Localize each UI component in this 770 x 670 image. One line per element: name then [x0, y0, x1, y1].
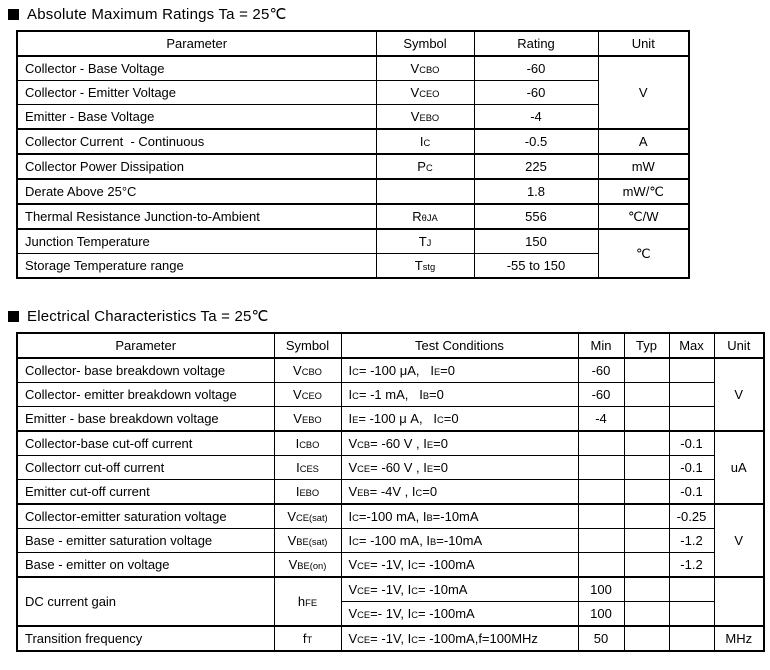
test-conditions-cell: VCE= -1V, IC= -100mA — [341, 553, 578, 578]
test-conditions-cell: VEB= -4V , IC=0 — [341, 480, 578, 505]
symbol-cell: VCE(sat) — [274, 504, 341, 529]
max-cell: -1.2 — [669, 553, 714, 578]
param-cell: Junction Temperature — [17, 229, 376, 254]
unit-cell: ℃/W — [598, 204, 689, 229]
param-cell: Thermal Resistance Junction-to-Ambient — [17, 204, 376, 229]
typ-cell — [624, 577, 669, 602]
test-conditions-cell: IC= -100 mA, IB=-10mA — [341, 529, 578, 553]
max-cell: -0.1 — [669, 431, 714, 456]
test-conditions-cell: IC= -1 mA, IB=0 — [341, 383, 578, 407]
table-row — [17, 577, 764, 602]
rating-cell: 556 — [474, 204, 598, 229]
unit-cell: V — [714, 358, 764, 431]
table-row — [17, 431, 764, 456]
param-cell: Storage Temperature range — [17, 254, 376, 279]
table-row — [17, 626, 764, 651]
symbol-cell: VCEO — [274, 383, 341, 407]
unit-cell — [714, 577, 764, 626]
section-title-electrical-characteristics — [8, 302, 770, 325]
col-header-unit: Unit — [714, 333, 764, 358]
typ-cell — [624, 553, 669, 578]
unit-cell: mW/℃ — [598, 179, 689, 204]
table-row — [17, 179, 689, 204]
symbol-cell: VEBO — [376, 105, 474, 130]
rating-cell: -0.5 — [474, 129, 598, 154]
max-cell — [669, 407, 714, 432]
col-header-parameter: Parameter — [17, 31, 376, 56]
rating-cell: 225 — [474, 154, 598, 179]
unit-cell: mW — [598, 154, 689, 179]
min-cell: 100 — [578, 577, 624, 602]
col-header-symbol: Symbol — [274, 333, 341, 358]
typ-cell — [624, 480, 669, 505]
min-cell: -60 — [578, 358, 624, 383]
typ-cell — [624, 504, 669, 529]
symbol-cell: RθJA — [376, 204, 474, 229]
table-row — [17, 204, 689, 229]
test-conditions-cell: VCE= -60 V , IE=0 — [341, 456, 578, 480]
min-cell — [578, 456, 624, 480]
min-cell — [578, 553, 624, 578]
col-header-typ: Typ — [624, 333, 669, 358]
unit-cell: V — [598, 56, 689, 129]
typ-cell — [624, 529, 669, 553]
symbol-cell: VBE(on) — [274, 553, 341, 578]
table-row — [17, 358, 764, 383]
test-conditions-cell: VCB= -60 V , IE=0 — [341, 431, 578, 456]
symbol-cell: VBE(sat) — [274, 529, 341, 553]
min-cell — [578, 431, 624, 456]
typ-cell — [624, 626, 669, 651]
unit-cell: ℃ — [598, 229, 689, 278]
min-cell: -4 — [578, 407, 624, 432]
symbol-cell: VCBO — [274, 358, 341, 383]
param-cell: Collector - Emitter Voltage — [17, 81, 376, 105]
table-row — [17, 529, 764, 553]
test-conditions-cell: IC= -100 μA, IE=0 — [341, 358, 578, 383]
param-cell: Collectorr cut-off current — [17, 456, 274, 480]
min-cell: 50 — [578, 626, 624, 651]
param-cell: Collector - Base Voltage — [17, 56, 376, 81]
symbol-cell: Tstg — [376, 254, 474, 279]
param-cell: Transition frequency — [17, 626, 274, 651]
table-row — [17, 129, 689, 154]
unit-cell: V — [714, 504, 764, 577]
table-row — [17, 480, 764, 505]
symbol-cell — [376, 179, 474, 204]
test-conditions-cell: VCE=- 1V, IC= -100mA — [341, 602, 578, 627]
max-cell — [669, 577, 714, 602]
param-cell: Emitter - base breakdown voltage — [17, 407, 274, 432]
rating-cell: -60 — [474, 56, 598, 81]
symbol-cell: ICES — [274, 456, 341, 480]
max-cell: -0.1 — [669, 456, 714, 480]
min-cell: 100 — [578, 602, 624, 627]
section-bullet-icon — [8, 9, 19, 20]
table-row — [17, 456, 764, 480]
table-row — [17, 407, 764, 432]
rating-cell: -60 — [474, 81, 598, 105]
param-cell: Base - emitter saturation voltage — [17, 529, 274, 553]
max-cell — [669, 358, 714, 383]
table-row — [17, 154, 689, 179]
section-bullet-icon — [8, 311, 19, 322]
rating-cell: -4 — [474, 105, 598, 130]
col-header-unit: Unit — [598, 31, 689, 56]
absolute-maximum-ratings-table — [16, 30, 690, 279]
max-cell: -1.2 — [669, 529, 714, 553]
section-title-absolute-maximum-ratings — [8, 0, 770, 23]
table-row — [17, 105, 689, 130]
col-header-symbol: Symbol — [376, 31, 474, 56]
table-header-row — [17, 31, 689, 56]
max-cell — [669, 626, 714, 651]
test-conditions-cell: VCE= -1V, IC= -100mA,f=100MHz — [341, 626, 578, 651]
symbol-cell: PC — [376, 154, 474, 179]
param-cell: Collector Current - Continuous — [17, 129, 376, 154]
typ-cell — [624, 407, 669, 432]
max-cell — [669, 383, 714, 407]
section-title-text: Absolute Maximum Ratings Ta = 25℃ — [27, 6, 287, 23]
min-cell: -60 — [578, 383, 624, 407]
table-header-row — [17, 333, 764, 358]
table-row — [17, 254, 689, 279]
param-cell: Base - emitter on voltage — [17, 553, 274, 578]
symbol-cell: fT — [274, 626, 341, 651]
param-cell: Collector- emitter breakdown voltage — [17, 383, 274, 407]
symbol-cell: VEBO — [274, 407, 341, 432]
max-cell — [669, 602, 714, 627]
col-header-rating: Rating — [474, 31, 598, 56]
typ-cell — [624, 431, 669, 456]
max-cell: -0.25 — [669, 504, 714, 529]
param-cell: Emitter cut-off current — [17, 480, 274, 505]
param-cell: Collector Power Dissipation — [17, 154, 376, 179]
symbol-cell: IEBO — [274, 480, 341, 505]
min-cell — [578, 480, 624, 505]
col-header-max: Max — [669, 333, 714, 358]
symbol-cell: hFE — [274, 577, 341, 626]
typ-cell — [624, 358, 669, 383]
symbol-cell: ICBO — [274, 431, 341, 456]
col-header-test-conditions: Test Conditions — [341, 333, 578, 358]
param-cell: Emitter - Base Voltage — [17, 105, 376, 130]
unit-cell: A — [598, 129, 689, 154]
table-row — [17, 56, 689, 81]
symbol-cell: VCBO — [376, 56, 474, 81]
symbol-cell: TJ — [376, 229, 474, 254]
min-cell — [578, 529, 624, 553]
test-conditions-cell: IE= -100 μ A, IC=0 — [341, 407, 578, 432]
param-cell: Collector-base cut-off current — [17, 431, 274, 456]
rating-cell: 150 — [474, 229, 598, 254]
max-cell: -0.1 — [669, 480, 714, 505]
table-row — [17, 81, 689, 105]
section-title-text: Electrical Characteristics Ta = 25℃ — [27, 308, 269, 325]
unit-cell: uA — [714, 431, 764, 504]
col-header-min: Min — [578, 333, 624, 358]
unit-cell: MHz — [714, 626, 764, 651]
rating-cell: 1.8 — [474, 179, 598, 204]
param-cell: Collector- base breakdown voltage — [17, 358, 274, 383]
table-row — [17, 504, 764, 529]
typ-cell — [624, 602, 669, 627]
table-row — [17, 229, 689, 254]
symbol-cell: VCEO — [376, 81, 474, 105]
rating-cell: -55 to 150 — [474, 254, 598, 279]
test-conditions-cell: IC=-100 mA, IB=-10mA — [341, 504, 578, 529]
electrical-characteristics-table — [16, 332, 765, 652]
table-row — [17, 383, 764, 407]
typ-cell — [624, 383, 669, 407]
test-conditions-cell: VCE= -1V, IC= -10mA — [341, 577, 578, 602]
symbol-cell: IC — [376, 129, 474, 154]
param-cell: Derate Above 25°C — [17, 179, 376, 204]
param-cell: Collector-emitter saturation voltage — [17, 504, 274, 529]
min-cell — [578, 504, 624, 529]
col-header-parameter: Parameter — [17, 333, 274, 358]
typ-cell — [624, 456, 669, 480]
param-cell: DC current gain — [17, 577, 274, 626]
table-row — [17, 553, 764, 578]
